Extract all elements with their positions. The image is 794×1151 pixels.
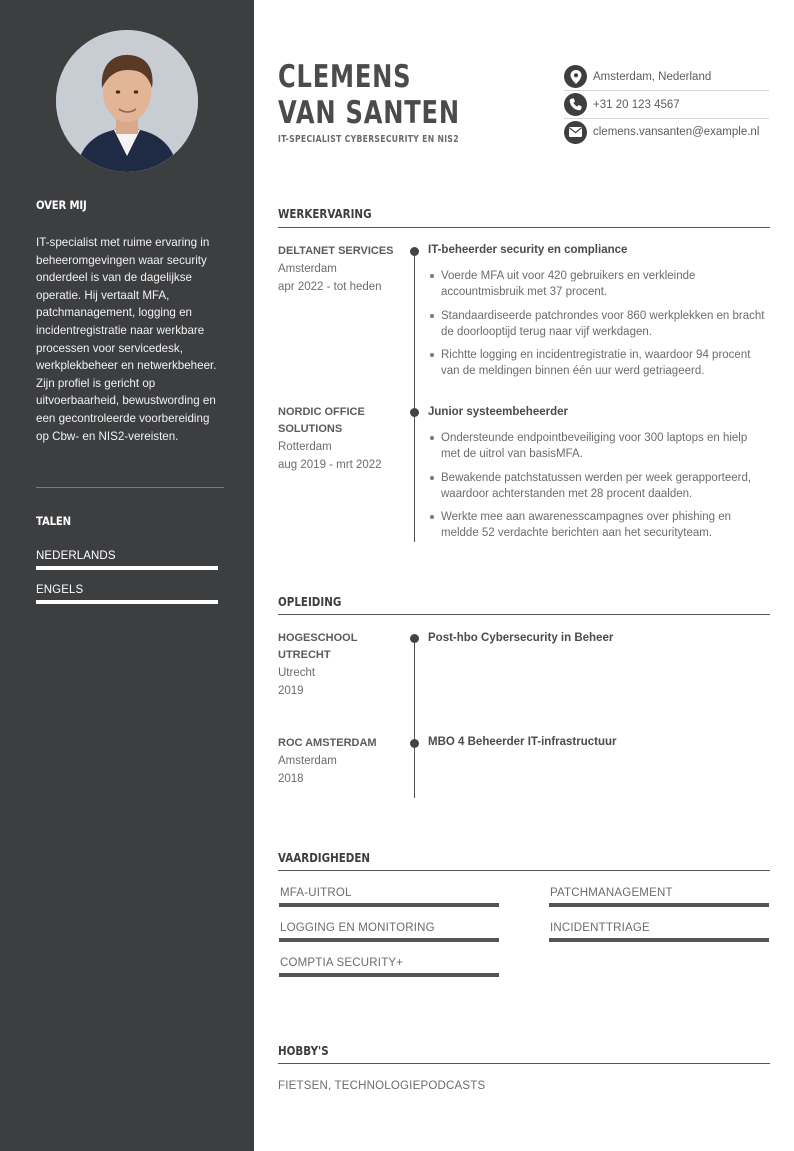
experience-timeline	[414, 251, 415, 542]
skill-item	[549, 887, 769, 907]
education-timeline	[414, 638, 415, 798]
contact-email-text: clemens.vansanten@example.nl	[593, 126, 760, 138]
hobbies-rule	[278, 1063, 770, 1064]
hobbies-text: FIETSEN, TECHNOLOGIEPODCASTS	[278, 1080, 486, 1092]
skill-level-bar	[549, 903, 769, 907]
skill-item	[549, 922, 769, 942]
education-city: Amsterdam	[278, 755, 337, 767]
experience-org: DELTANET SERVICES	[278, 245, 394, 257]
skill-item	[279, 922, 499, 942]
skill-label: COMPTIA SECURITY+	[280, 957, 404, 969]
timeline-dot	[410, 634, 419, 643]
profile-photo	[56, 30, 198, 172]
timeline-dot	[410, 408, 419, 417]
education-rule	[278, 614, 770, 615]
education-degree: Post-hbo Cybersecurity in Beheer	[428, 632, 614, 644]
education-org: ROC AMSTERDAM	[278, 737, 377, 749]
contact-email	[564, 118, 769, 146]
education-year: 2018	[278, 773, 304, 785]
language-label: NEDERLANDS	[36, 550, 116, 562]
skills-title: VAARDIGHEDEN	[278, 851, 371, 865]
about-title: OVER MIJ	[36, 198, 87, 212]
hobbies-title: HOBBY'S	[278, 1044, 329, 1058]
experience-bullet: Ondersteunde endpointbeveiliging voor 300 laptops en hielp met de uitrol van basisMFA.	[428, 430, 768, 462]
name-last: VAN SANTEN	[278, 95, 460, 131]
experience-title: WERKERVARING	[278, 207, 372, 221]
education-title: OPLEIDING	[278, 595, 342, 609]
experience-role: IT-beheerder security en compliance	[428, 244, 628, 256]
language-label: ENGELS	[36, 584, 84, 596]
avatar	[56, 30, 198, 172]
experience-bullet: Richtte logging en incidentregistratie in, waardoor 94 procent van de meldingen binnen één uur werd getriageerd.	[428, 347, 768, 379]
skill-item	[279, 887, 499, 907]
experience-period: aug 2019 - mrt 2022	[278, 459, 382, 471]
job-title: IT-SPECIALIST CYBERSECURITY EN NIS2	[278, 134, 459, 145]
experience-bullet: Werkte mee aan awarenesscampagnes over phishing en meldde 52 verdachte berichten aan het securityteam.	[428, 509, 768, 541]
languages-title: TALEN	[36, 514, 71, 528]
skill-level-bar	[279, 973, 499, 977]
phone-icon	[564, 93, 587, 116]
experience-rule	[278, 227, 770, 228]
sidebar-divider	[36, 487, 224, 488]
contact-location	[564, 63, 769, 91]
language-level-bar	[36, 566, 218, 570]
contact-phone	[564, 91, 769, 119]
contact-phone-text: +31 20 123 4567	[593, 98, 680, 111]
experience-bullet: Bewakende patchstatussen werden per week gerapporteerd, waardoor achterstanden met 28 procent daalden.	[428, 470, 768, 502]
language-item	[36, 550, 218, 570]
sidebar	[0, 0, 254, 1151]
experience-org: NORDIC OFFICE SOLUTIONS	[278, 406, 365, 435]
name-first: CLEMENS	[278, 59, 412, 95]
experience-city: Amsterdam	[278, 263, 337, 275]
education-degree: MBO 4 Beheerder IT-infrastructuur	[428, 736, 617, 748]
skill-label: INCIDENTTRIAGE	[550, 922, 650, 934]
experience-bullets	[428, 430, 768, 549]
skill-label: PATCHMANAGEMENT	[550, 887, 673, 899]
experience-role: Junior systeembeheerder	[428, 406, 568, 418]
education-city: Utrecht	[278, 667, 316, 679]
skill-level-bar	[279, 938, 499, 942]
experience-bullet: Voerde MFA uit voor 420 gebruikers en verkleinde accountmisbruik met 37 procent.	[428, 268, 768, 300]
timeline-dot	[410, 247, 419, 256]
map-pin-icon	[564, 65, 587, 88]
education-year: 2019	[278, 685, 304, 697]
skill-label: LOGGING EN MONITORING	[280, 922, 435, 934]
about-text: IT-specialist met ruime ervaring in beheeromgevingen waar security onderdeel is van de dagelijkse operatie. Hij vertaalt MFA, patchmanagement, logging en incidentregistratie naar werkbare processen voor servicedesk, werkplekbeheer en netwerkbeheer. Zijn profiel is gericht op uitvoerbaarheid, bewustwording en een gecontroleerde voorbereiding op Cbw- en NIS2-vereisten.	[36, 236, 217, 443]
timeline-dot	[410, 739, 419, 748]
contact-location-text: Amsterdam, Nederland	[593, 70, 712, 83]
language-item	[36, 584, 218, 604]
language-level-bar	[36, 600, 218, 604]
experience-bullets	[428, 268, 768, 387]
skill-level-bar	[549, 938, 769, 942]
envelope-icon	[564, 121, 587, 144]
experience-city: Rotterdam	[278, 441, 332, 453]
skill-level-bar	[279, 903, 499, 907]
skill-item	[279, 957, 499, 977]
experience-period: apr 2022 - tot heden	[278, 281, 382, 293]
experience-bullet: Standaardiseerde patchrondes voor 860 werkplekken en bracht de doorlooptijd terug naar vijf werkdagen.	[428, 308, 768, 340]
education-org: HOGESCHOOL UTRECHT	[278, 632, 358, 661]
skills-rule	[278, 870, 770, 871]
skill-label: MFA-UITROL	[280, 887, 352, 899]
